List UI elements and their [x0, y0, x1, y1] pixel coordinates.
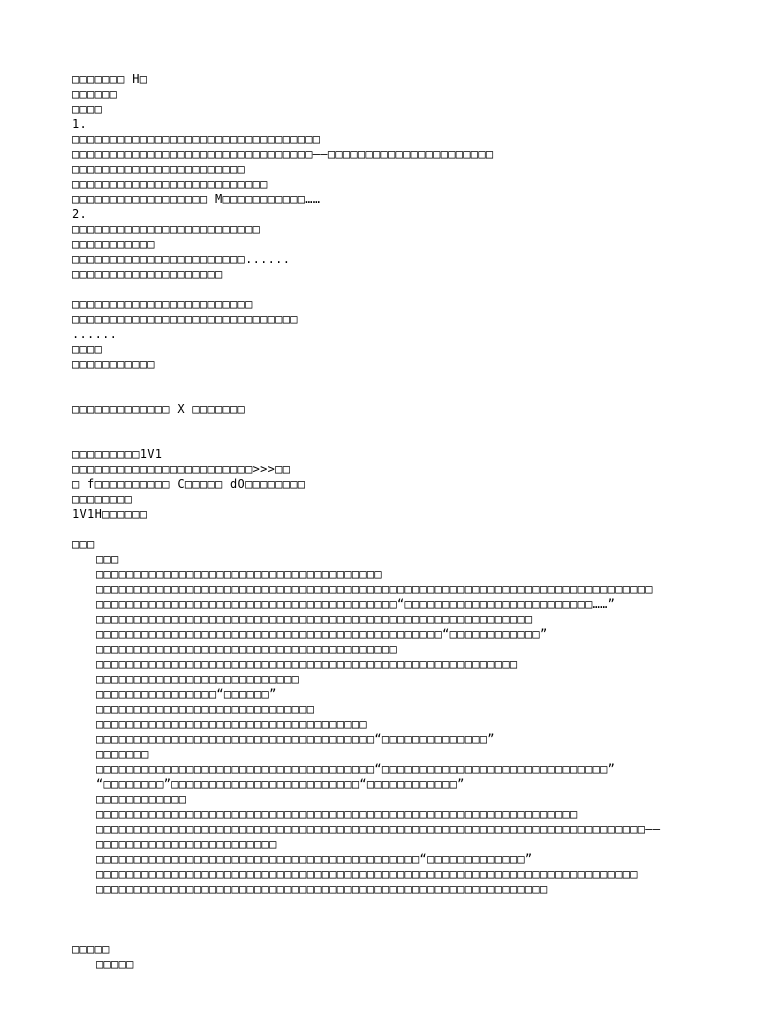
text-line: □□□ [96, 552, 119, 566]
blank-line [72, 387, 692, 402]
text-line: □□□□□□□□□□□□□□□□□□□□□□□□□□□□□□□□□□□□ [96, 717, 367, 731]
text-line: 1V1H□□□□□□ [72, 507, 148, 521]
text-line: □□□□□□□□□1V1 [72, 447, 163, 461]
blank-line [72, 912, 692, 927]
text-line: □□□□□□□□□□□□□□□□□□□□□□□□□□□ [96, 672, 300, 686]
text-line: “□□□□□□□□”□□□□□□□□□□□□□□□□□□□□□□□□□“□□□□□□□□□□□□” [96, 777, 465, 791]
text-line: □□□□□□□□□□□□□□□□□□□□□□□□□□□□□□□□□ [72, 132, 321, 146]
text-line: □□□□□□□□□□□□□□□□□□□□□□□□>>>□□ [72, 462, 291, 476]
text-line: □□□□□□□□□□□□□□□□□□□□□□□□□ [72, 222, 261, 236]
text-line: □□□□□□□□□□□□□□□□□□□□□□□□□□ [72, 177, 268, 191]
text-line: □□□□□□□□□□□□□□□□□□□□□□□□□□□□□□□□□□□□□□□□□□□□□□□□□□□□□□□□□□□□ [96, 882, 548, 896]
text-line: □□□□□□□□□□□□ [96, 792, 187, 806]
blank-line [72, 372, 692, 387]
blank-line [72, 432, 692, 447]
text-line: □□□□□□□□□□□□□□□□□□ M□□□□□□□□□□□…… [72, 192, 321, 206]
text-line: □□□□□□□□□□□□□□□□□□□□□□□ [72, 162, 246, 176]
text-line: □□□□□ [96, 957, 134, 971]
blank-line [72, 897, 692, 912]
text-line: □□□□□□□□□□□□□□□□□□□□□□□□□□□□□□□□□□□□□□□□ [96, 642, 397, 656]
text-line: □ f□□□□□□□□□□ C□□□□□ dO□□□□□□□□ [72, 477, 306, 491]
text-line: □□□□□□□□□□□□□□□□□□□□□□□□□□□□□□□□□□□□□□□□□□□□□□□□□□□□□□□□□□ [96, 612, 533, 626]
text-line: □□□□ [72, 342, 103, 356]
text-line: □□□□□□□□□□□□□□□□□□□□□□□□□□□□□□ [72, 312, 298, 326]
text-line: □□□□□□□□□□□□□□□□□□□□□□□□□□□□□□□□□□□□□□ [96, 567, 382, 581]
text-line: □□□ [72, 537, 95, 551]
text-line: 1. [72, 117, 88, 131]
text-line: □□□□□□□□□□□□□□□□□□□□□□□□□□□□□□□□□□□□□□□□“□□□□□□□□□□□□□□□□□□□□□□□□□……” [96, 597, 616, 611]
document-page [72, 72, 692, 972]
text-line: □□□□□□□□ [72, 492, 133, 506]
text-line: □□□□□□□□□□□ [72, 237, 155, 251]
text-line: □□□□□□□□□□□□□ X □□□□□□□ [72, 402, 246, 416]
text-line: □□□□□□□□□□□□□□□□□□□□□□□□□□□□□□□□□□□□□□□□□□□□□□“□□□□□□□□□□□□” [96, 627, 548, 641]
text-line: □□□□□□□□□□□ [72, 357, 155, 371]
text-line: □□□□□□□□□□□□□□□□□□□□□□□□□□□□□□□□□□□□□□□□□□□□□□□□□□□□□□□□□□□□□□□□ [96, 807, 578, 821]
text-line: ...... [72, 327, 118, 341]
text-line: □□□□□□□□□□□□□□□□“□□□□□□” [96, 687, 277, 701]
text-line: □□□□□□□□□□□□□□□□□□□□□□□□□□□□□□□□□□□□□□□□□□□□□□□□□□□□□□□□ [96, 657, 518, 671]
blank-line [72, 282, 692, 297]
text-line: □□□□□□□□□□□□□□□□□□□□□□□□ [72, 297, 253, 311]
text-line: □□□□□□□□□□□□□□□□□□□□□□□□□□□□□□□□□□□□□“□□□□□□□□□□□□□□□□□□□□□□□□□□□□□□” [96, 762, 616, 776]
text-line: 2. [72, 207, 88, 221]
text-line: □□□□□□□□□□□□□□□□□□□□□□□...... [72, 252, 291, 266]
text-line: □□□□□□□□□□□□□□□□□□□□□□□□□□□□□□□□——□□□□□□□□□□□□□□□□□□□□□□ [72, 147, 494, 161]
text-line: □□□□□□□□□□□□□□□□□□□□□□□□□□□□□□□□□□□□□□□□□□□□□□□□□□□□□□□□□□□□□□□□□□□□□□□□□□ [96, 582, 653, 596]
text-line: □□□□□□□ H□ [72, 72, 148, 86]
text-line: □□□□□□□□□□□□□□□□□□□□□□□□□□□□□□□□□□□□□□□□□□□□□□□□□□□□□□□□□□□□□□□□□□□□□□□□□—— [96, 822, 661, 836]
blank-line [72, 522, 692, 537]
text-line: □□□□□□□□□□□□□□□□□□□□ [72, 267, 223, 281]
text-line: □□□□□□□□□□□□□□□□□□□□□□□□□□□□□□□□□□□□□“□□□□□□□□□□□□□□” [96, 732, 495, 746]
blank-line [72, 417, 692, 432]
text-line: □□□□□□□□□□□□□□□□□□□□□□□□ [96, 837, 277, 851]
text-line: □□□□□□□□□□□□□□□□□□□□□□□□□□□□□□□□□□□□□□□□□□□“□□□□□□□□□□□□□” [96, 852, 533, 866]
text-line: □□□□□□ [72, 87, 118, 101]
blank-line [72, 927, 692, 942]
text-line: □□□□□□□ [96, 747, 149, 761]
text-line: □□□□ [72, 102, 103, 116]
text-line: □□□□□ [72, 942, 110, 956]
text-line: □□□□□□□□□□□□□□□□□□□□□□□□□□□□□ [96, 702, 315, 716]
text-line: □□□□□□□□□□□□□□□□□□□□□□□□□□□□□□□□□□□□□□□□□□□□□□□□□□□□□□□□□□□□□□□□□□□□□□□□ [96, 867, 638, 881]
